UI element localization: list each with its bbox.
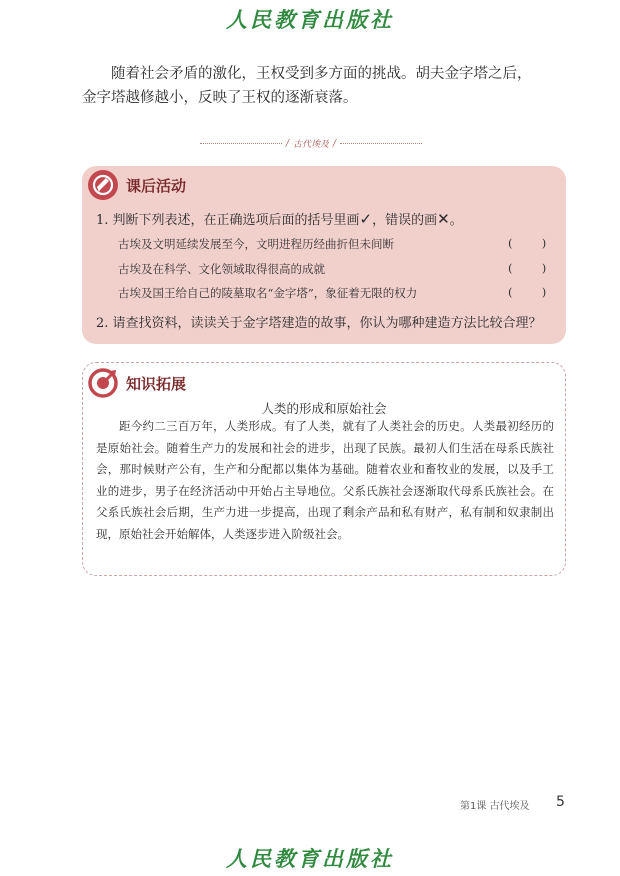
q1-mid: ，错误的画 <box>372 213 438 228</box>
cross-mark-icon: ✕ <box>437 210 450 228</box>
publisher-header: 人民教育出版社 <box>226 7 394 32</box>
page-number: 5 <box>556 794 565 810</box>
section-divider <box>200 137 422 150</box>
footer-lesson: 第1课 古代埃及 <box>460 801 530 812</box>
answer-blank-2[interactable]: ( ) <box>508 261 547 275</box>
divider-dots-right <box>340 143 422 144</box>
check-mark-icon: ✓ <box>359 210 373 228</box>
knowledge-text: 距今约二三百万年，人类形成。有了人类，就有了人类社会的历史。人类最初经历的是原始社会。随着生产力的发展和社会的进步，出现了民族。最初人们生活在母系氏族社会，那时候财产公有，生产和分配都以集体为基础。随着农业和畜牧业的发展，以及手工业的进步，男子在经济活动中开始占主导地位。父系氏族社会逐渐取代母系氏族社会。在父系氏族社会后期，生产力进一步提高，出现了剩余产品和私有财产，私有制和奴隶制出现，原始社会开始解体，人类逐步进入阶级社会。 <box>96 419 554 541</box>
knowledge-title: 知识拓展 <box>126 374 187 393</box>
answer-blank-3[interactable]: ( ) <box>508 285 547 299</box>
target-icon <box>88 368 118 398</box>
knowledge-header <box>88 368 186 398</box>
divider-slash-left: / <box>285 138 289 149</box>
intro-paragraph <box>82 62 544 110</box>
statement-1: 古埃及文明延续发展至今，文明进程历经曲折但未间断 <box>118 237 394 251</box>
question-1 <box>96 209 463 228</box>
knowledge-subtitle: 人类的形成和原始社会 <box>261 401 387 416</box>
statement-2: 古埃及在科学、文化领域取得很高的成就 <box>118 262 325 276</box>
knowledge-body <box>96 416 554 545</box>
statement-3: 古埃及国王给自己的陵墓取名“金字塔”，象征着无限的权力 <box>118 286 418 300</box>
activity-title: 课后活动 <box>126 176 187 195</box>
q1-end: 。 <box>449 213 463 228</box>
intro-text: 随着社会矛盾的激化，王权受到多方面的挑战。胡夫金字塔之后，金字塔越修越小，反映了王权的逐渐衰落。 <box>82 66 532 106</box>
divider-dots-left <box>200 143 282 144</box>
answer-blank-1[interactable]: ( ) <box>508 236 547 250</box>
question-2: 2. 请查找资料，读读关于金字塔建造的故事，你认为哪种建造方法比较合理？ <box>96 316 542 331</box>
publisher-footer: 人民教育出版社 <box>226 846 394 871</box>
pencil-icon <box>88 170 118 200</box>
divider-slash-right: / <box>333 138 337 149</box>
section-label: 古代埃及 <box>293 140 330 150</box>
q1-text: 1. 判断下列表述，在正确选项后面的括号里画 <box>96 213 360 228</box>
activity-header <box>88 170 186 200</box>
